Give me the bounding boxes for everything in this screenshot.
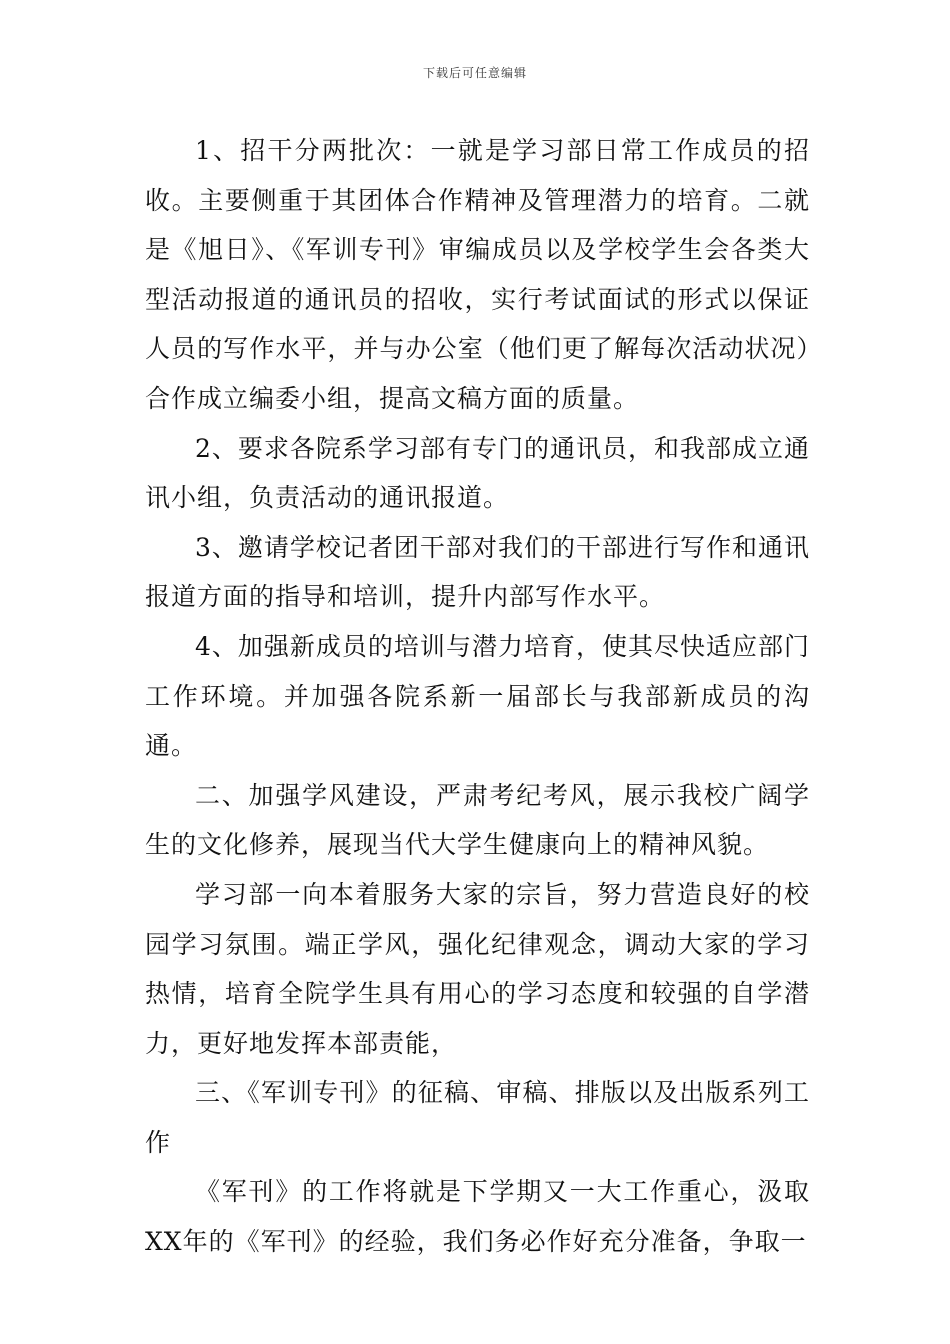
paragraph-correspondents: 2、要求各院系学习部有专门的通讯员，和我部成立通讯小组，负责活动的通讯报道。 [145,433,810,513]
page-header-note: 下载后可任意编辑 [422,66,527,80]
paragraph-journal-work: 《军刊》的工作将就是下学期又一大工作重心，汲取XX年的《军刊》的经验，我们务必作好充分准备，争取一 [145,1177,810,1257]
paragraph-recruitment: 1、招干分两批次：一就是学习部日常工作成员的招收。主要侧重于其团体合作精神及管理潜力的培育。二就是《旭日》、《军训专刊》审编成员以及学校学生会各类大型活动报道的通讯员的招收，实行考试面试的形式以保证人员的写作水平，并与办公室（他们更了解每次活动状况）合作成立编委小组，提高文稿方面的质量。 [145,136,810,413]
paragraph-section-three-heading: 三、《军训专刊》的征稿、审稿、排版以及出版系列工作 [145,1078,810,1157]
paragraph-section-two-heading: 二、加强学风建设，严肃考纪考风，展示我校广阔学生的文化修养，展现当代大学生健康向上的精神风貌。 [145,780,810,860]
paragraph-study-atmosphere: 学习部一向本着服务大家的宗旨，努力营造良好的校园学习氛围。端正学风，强化纪律观念，调动大家的学习热情，培育全院学生具有用心的学习态度和较强的自学潜力，更好地发挥本部责能， [145,879,810,1058]
paragraph-training-invite: 3、邀请学校记者团干部对我们的干部进行写作和通讯报道方面的指导和培训，提升内部写作水平。 [145,532,810,612]
document-body [145,126,810,1267]
paragraph-new-member-training: 4、加强新成员的培训与潜力培育，使其尽快适应部门工作环境。并加强各院系新一届部长与我部新成员的沟通。 [145,631,810,761]
